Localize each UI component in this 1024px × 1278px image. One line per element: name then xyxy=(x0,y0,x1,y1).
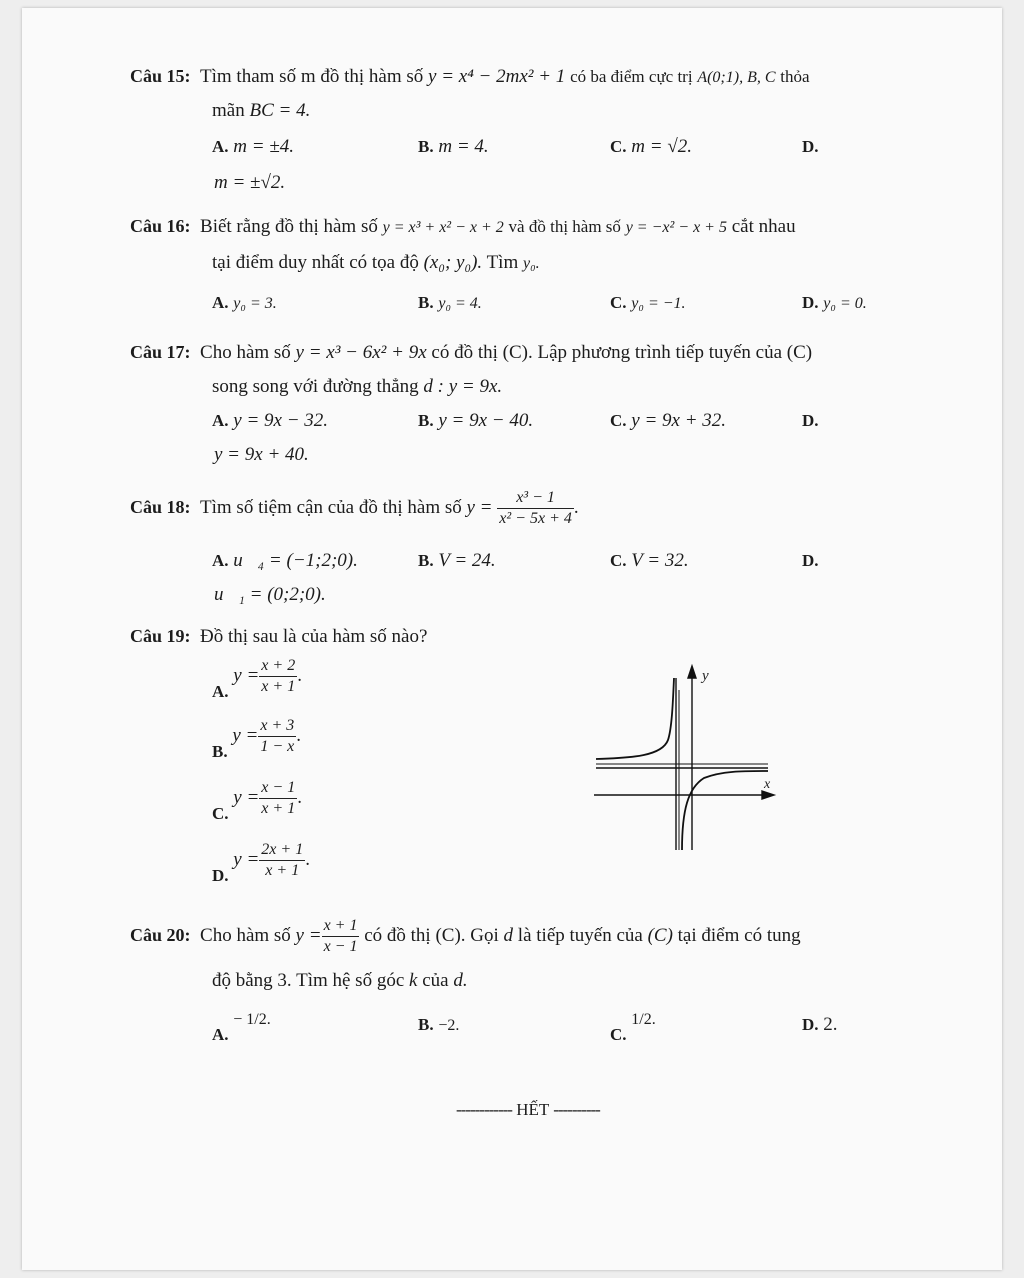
option-16-d[interactable]: D. y₀ = 0. xyxy=(802,293,867,312)
function: y = x⁴ − 2mx² + 1 xyxy=(428,66,566,87)
question-16: Câu 16: Biết rằng đồ thị hàm số y = x³ + x² − x + 2 và đồ thị hàm số y = −x² − x + 5 cắt nhau xyxy=(130,216,796,237)
option-15-b[interactable]: B. m = 4. xyxy=(418,136,489,157)
question-20-line2: độ bằng 3. Tìm hệ số góc k của d. xyxy=(212,970,468,991)
option-17-d[interactable]: y = 9x + 40. xyxy=(214,444,309,465)
question-number: Câu 15: xyxy=(130,66,191,86)
option-18-c[interactable]: C. V = 32. xyxy=(610,550,689,571)
option-15-c[interactable]: C. m = √2. xyxy=(610,136,693,157)
question-17-line2: song song với đường thẳng d : y = 9x. xyxy=(212,376,503,397)
option-17-c[interactable]: C. y = 9x + 32. xyxy=(610,410,727,431)
y-axis-label: y xyxy=(702,668,709,684)
footer-end: HẾT xyxy=(516,1100,549,1119)
left-branch xyxy=(596,678,674,759)
question-20: Câu 20: Cho hàm số y = $\frac{x + 1}{x - 1}$ có đồ thị (C). Gọi d là tiếp tuyến của (C) tại điểm có tung xyxy=(130,917,801,955)
option-19-b[interactable]: B. y = $\frac{x + 3}{1 - x}$ . xyxy=(212,717,302,761)
question-15: Câu 15: Tìm tham số m đồ thị hàm số y = x⁴ − 2mx² + 1 có ba điểm cực trị A(0;1), B, C thỏa xyxy=(130,66,810,87)
fraction: $\frac{\text{x³ − 1}}{\text{x² − 5x + 4}}$ xyxy=(499,489,572,527)
option-20-d[interactable]: D. 2. xyxy=(802,1014,838,1035)
option-15-d[interactable]: m = ±√2. xyxy=(214,172,286,193)
option-18-a[interactable]: A. u⃗₄ = (−1;2;0). xyxy=(212,550,358,571)
option-16-b[interactable]: B. y₀ = 4. xyxy=(418,293,482,312)
x-axis-label: x xyxy=(764,777,771,792)
x-axis-arrow xyxy=(762,791,774,799)
option-15-a[interactable]: A. m = ±4. xyxy=(212,136,295,157)
question-19: Câu 19: Đồ thị sau là của hàm số nào? xyxy=(130,626,428,647)
option-17-a[interactable]: A. y = 9x − 32. xyxy=(212,410,329,431)
option-18-d-label[interactable]: D. xyxy=(802,551,819,570)
option-17-b[interactable]: B. y = 9x − 40. xyxy=(418,410,534,431)
option-19-d[interactable]: D. y = $\frac{2x + 1}{x + 1}$ . xyxy=(212,841,310,885)
question-17: Câu 17: Cho hàm số y = x³ − 6x² + 9x có đồ thị (C). Lập phương trình tiếp tuyến của (C) xyxy=(130,342,813,363)
option-20-a[interactable]: A. − 1/2. xyxy=(212,1011,271,1044)
question-18: Câu 18: Tìm số tiệm cận của đồ thị hàm số y = $\frac{\text{x³ − 1}}{\text{x² − 5x + 4}}$ . xyxy=(130,489,579,527)
option-19-a[interactable]: A. y = $\frac{x + 2}{x + 1}$ . xyxy=(212,657,302,701)
option-17-d-label[interactable]: D. xyxy=(802,411,819,430)
question-15-line2: mãn BC = 4. xyxy=(212,100,311,121)
function-graph xyxy=(592,660,782,852)
option-16-c[interactable]: C. y₀ = −1. xyxy=(610,293,686,312)
question-16-line2: tại điểm duy nhất có tọa độ (x₀; y₀). Tìm y₀. xyxy=(212,252,540,273)
option-20-c[interactable]: C. 1/2. xyxy=(610,1011,656,1044)
option-18-b[interactable]: B. V = 24. xyxy=(418,550,496,571)
footer: ------------ HẾT ---------- xyxy=(456,1100,600,1119)
option-16-a[interactable]: A. y₀ = 3. xyxy=(212,293,277,312)
right-branch xyxy=(682,771,768,850)
y-axis-arrow xyxy=(688,666,696,678)
exam-page xyxy=(22,8,1002,1270)
option-20-b[interactable]: B. −2. xyxy=(418,1015,460,1034)
option-15-d-label[interactable]: D. xyxy=(802,137,819,156)
option-19-c[interactable]: C. y = $\frac{x - 1}{x + 1}$ . xyxy=(212,779,302,823)
option-18-d[interactable]: u⃗₁ = (0;2;0). xyxy=(214,584,326,605)
